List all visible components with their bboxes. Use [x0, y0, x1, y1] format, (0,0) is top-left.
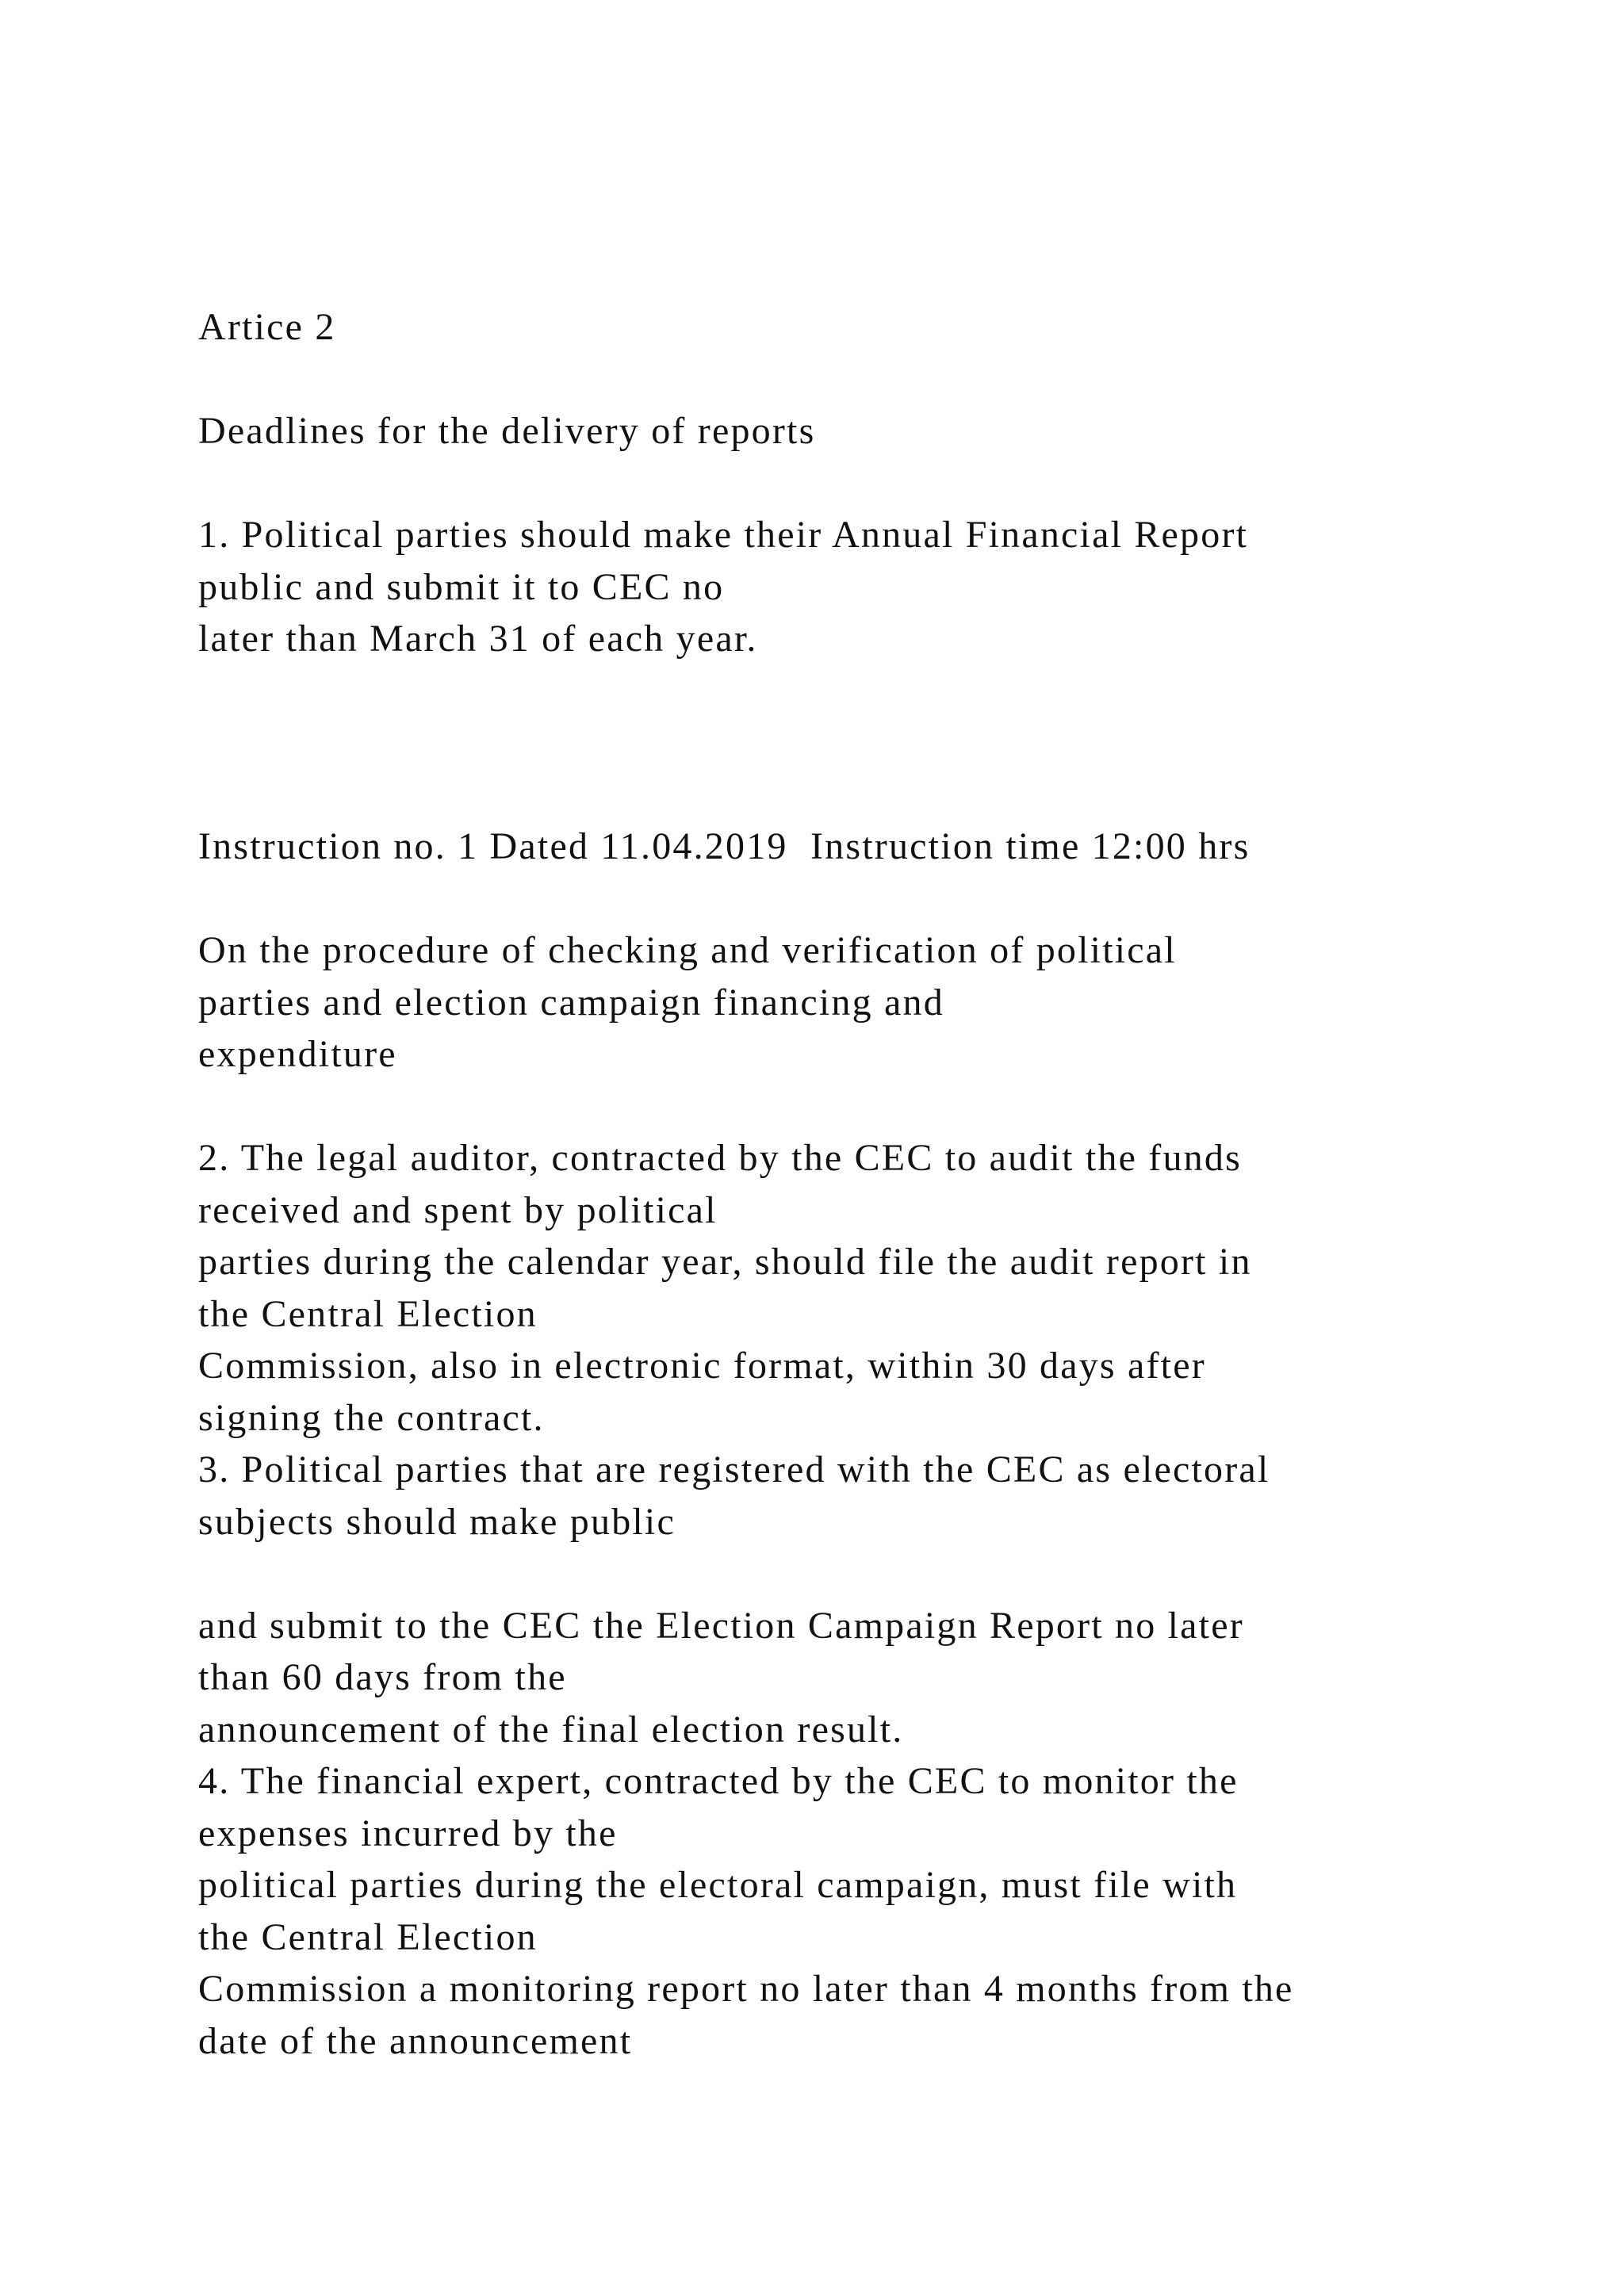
- paragraph-line: political parties during the electoral campaign, must file with: [198, 1864, 1238, 1906]
- paragraph-line: subjects should make public: [198, 1500, 676, 1543]
- paragraph-line: Commission a monitoring report no later than 4 months from the: [198, 1968, 1294, 2010]
- blank-line: [198, 1081, 1546, 1133]
- paragraph-line: 4. The financial expert, contracted by the CEC to monitor the: [198, 1760, 1239, 1802]
- paragraph-line: the Central Election: [198, 1292, 538, 1335]
- blank-line: [198, 769, 1546, 821]
- paragraph-line: date of the announcement: [198, 2019, 633, 2062]
- blank-line: [198, 1548, 1546, 1600]
- paragraph-line: than 60 days from the: [198, 1656, 567, 1698]
- paragraph-line: and submit to the CEC the Election Campaign Report no later: [198, 1604, 1244, 1647]
- paragraph-line: Commission, also in electronic format, within 30 days after: [198, 1345, 1206, 1387]
- paragraph-line: 2. The legal auditor, contracted by the CEC to audit the funds: [198, 1137, 1242, 1179]
- blank-line: [198, 717, 1546, 769]
- blank-line: [198, 873, 1546, 925]
- paragraph-line: announcement of the final election result.: [198, 1708, 904, 1751]
- article-heading: Artice 2: [198, 306, 336, 348]
- paragraph-line: parties and election campaign financing and: [198, 981, 944, 1024]
- document-body: [198, 301, 1546, 2067]
- instruction-header: Instruction no. 1 Dated 11.04.2019 Instruction time 12:00 hrs: [198, 825, 1251, 867]
- paragraph-line: signing the contract.: [198, 1396, 545, 1439]
- paragraph-line: later than March 31 of each year.: [198, 618, 758, 660]
- paragraph-line: expenditure: [198, 1033, 397, 1075]
- paragraph-line: 1. Political parties should make their Annual Financial Report: [198, 514, 1249, 556]
- paragraph-line: expenses incurred by the: [198, 1812, 618, 1854]
- paragraph-line: On the procedure of checking and verification of political: [198, 929, 1177, 971]
- paragraph-line: the Central Election: [198, 1915, 538, 1958]
- paragraph-line: 3. Political parties that are registered with the CEC as electoral: [198, 1448, 1270, 1490]
- blank-line: [198, 457, 1546, 510]
- paragraph-line: parties during the calendar year, should file the audit report in: [198, 1241, 1252, 1283]
- paragraph-line: public and submit it to CEC no: [198, 565, 725, 608]
- blank-line: [198, 665, 1546, 718]
- paragraph-line: received and spent by political: [198, 1188, 718, 1231]
- blank-line: [198, 354, 1546, 406]
- section-title: Deadlines for the delivery of reports: [198, 410, 816, 452]
